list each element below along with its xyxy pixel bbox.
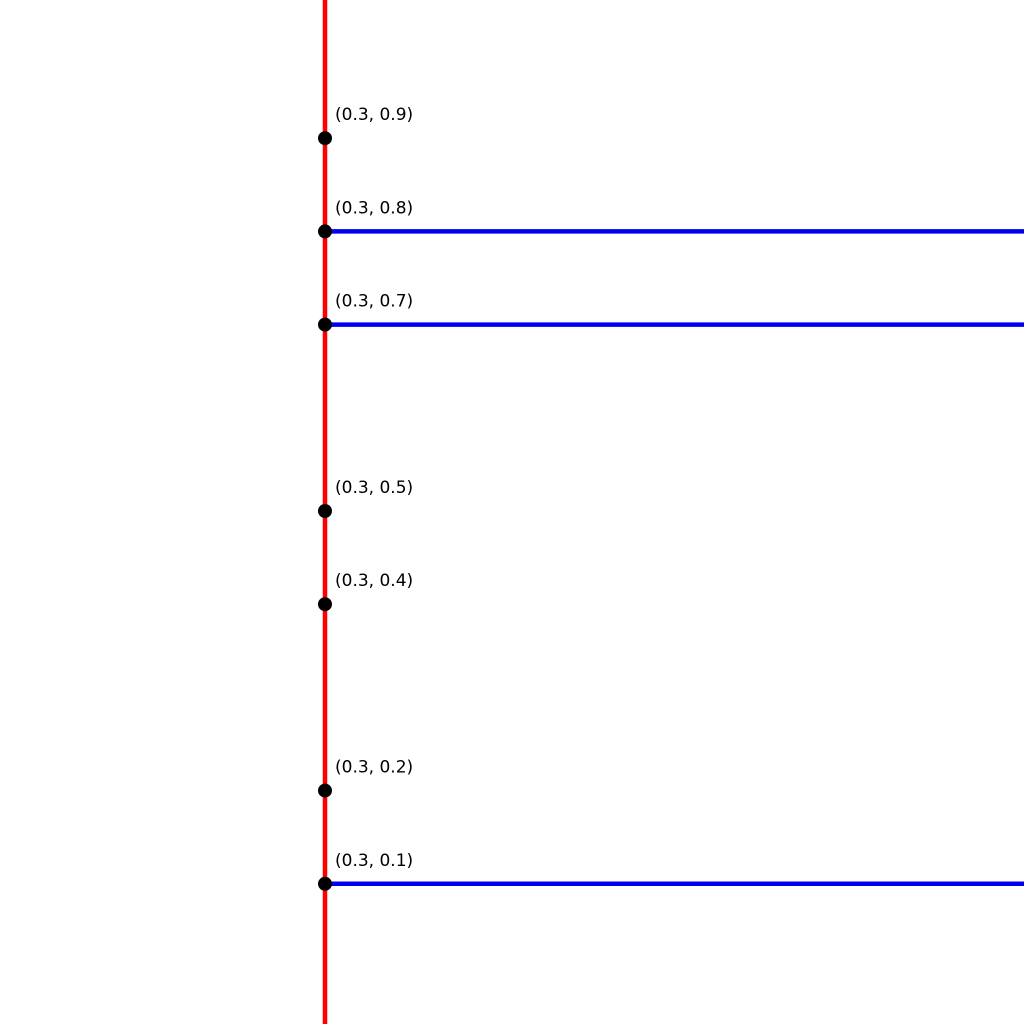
point-marker [318, 597, 332, 611]
point-label: (0.3, 0.7) [335, 291, 414, 312]
point-marker [318, 877, 332, 891]
point-marker [318, 131, 332, 145]
horizontal-segments [325, 231, 1024, 883]
point-marker [318, 224, 332, 238]
point-marker [318, 318, 332, 332]
point-label: (0.3, 0.5) [335, 478, 414, 498]
point-marker [318, 504, 332, 518]
point-label: (0.3, 0.2) [335, 757, 414, 778]
labels-group [335, 105, 413, 871]
point-label: (0.3, 0.4) [335, 571, 414, 592]
point-marker [318, 784, 332, 798]
point-label: (0.3, 0.1) [335, 850, 414, 871]
point-label: (0.3, 0.8) [335, 198, 414, 219]
point-label: (0.3, 0.9) [335, 105, 414, 126]
